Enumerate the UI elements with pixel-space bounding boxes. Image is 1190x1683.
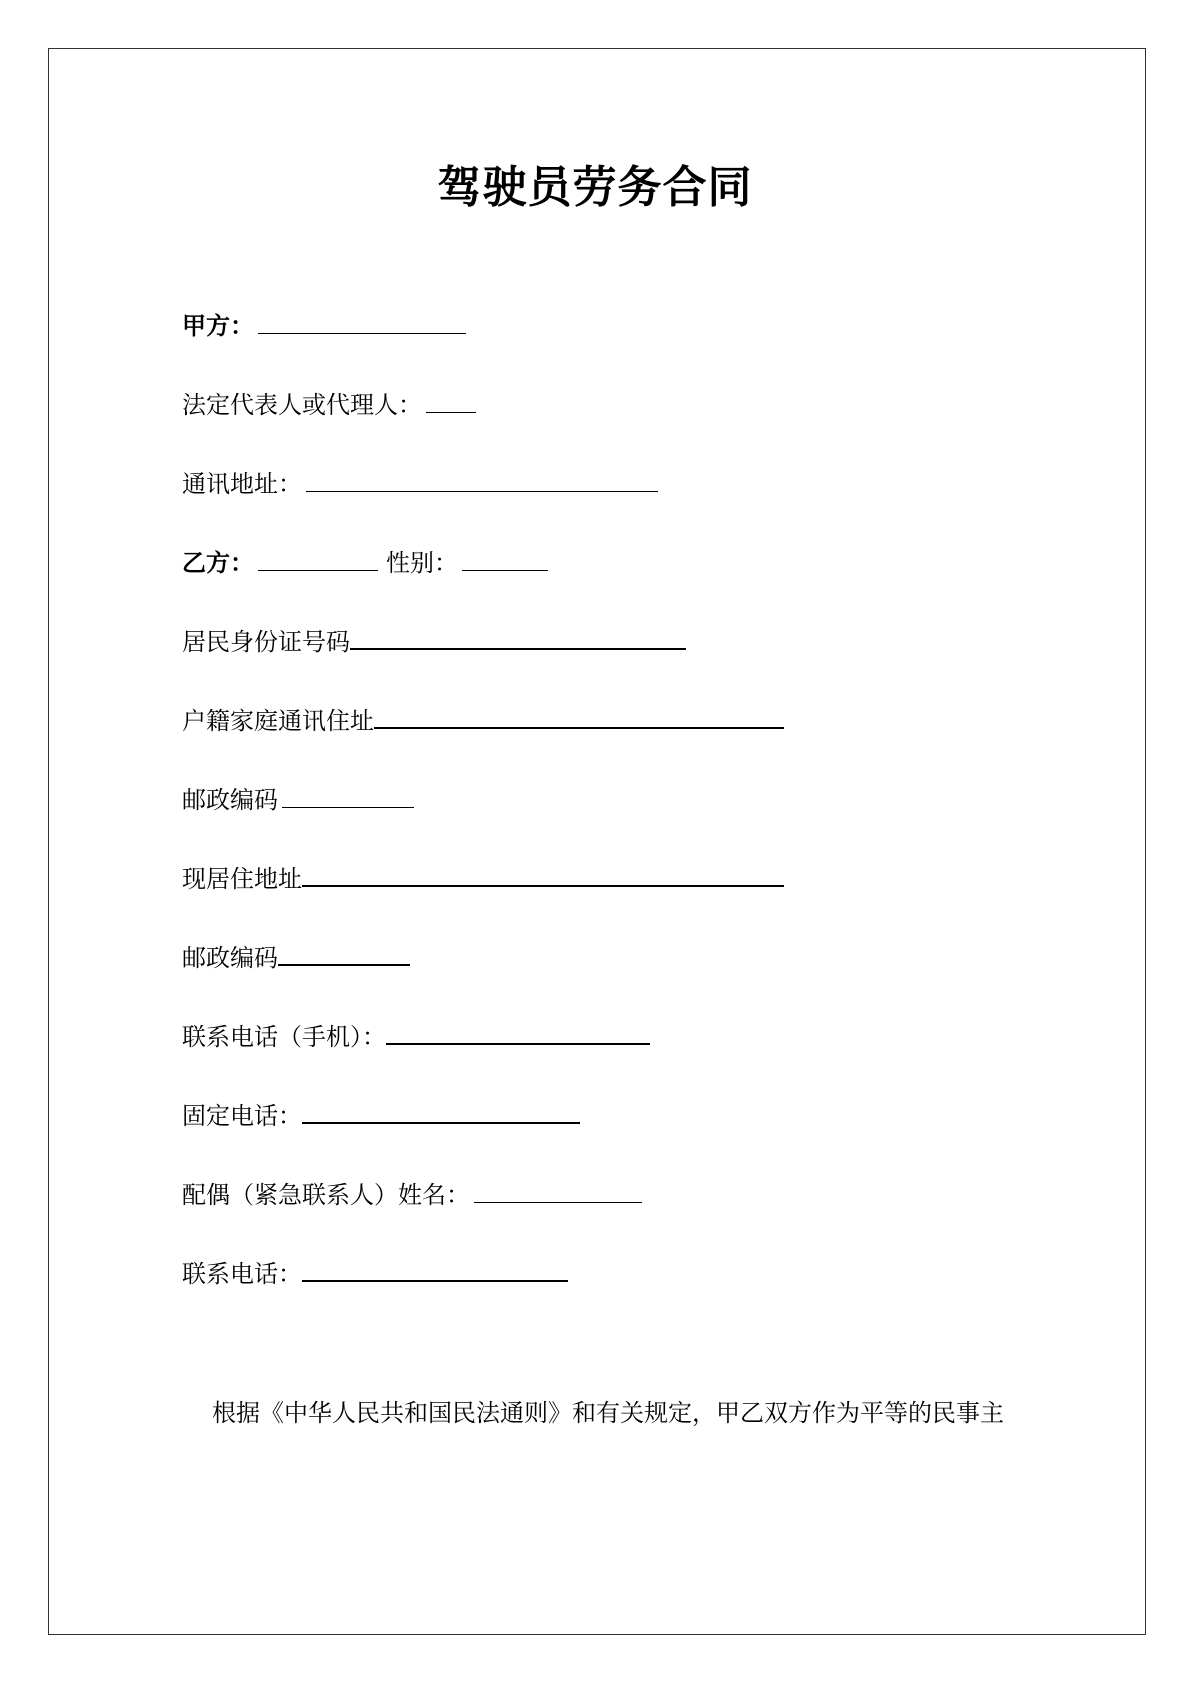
landline-blank[interactable]	[302, 1098, 580, 1124]
party-a-address-label: 通讯地址：	[182, 470, 302, 498]
current-address-label: 现居住地址	[182, 865, 302, 893]
intro-paragraph: 根据《中华人民共和国民法通则》和有关规定，甲乙双方作为平等的民事主	[212, 1399, 1004, 1427]
household-address-label: 户籍家庭通讯住址	[182, 707, 374, 735]
party-b-label: 乙方：	[182, 549, 254, 577]
postal-code-blank-2[interactable]	[278, 940, 410, 966]
id-number-blank[interactable]	[350, 624, 686, 650]
party-a-label: 甲方：	[182, 312, 254, 340]
gender-blank[interactable]	[462, 546, 548, 571]
party-a-address-row	[182, 466, 658, 502]
mobile-row	[182, 1019, 650, 1055]
landline-label: 固定电话：	[182, 1102, 302, 1130]
party-a-row	[182, 308, 466, 344]
postal-code-row-2	[182, 940, 410, 976]
postal-code-label-2: 邮政编码	[182, 944, 278, 972]
household-address-blank[interactable]	[374, 703, 784, 729]
contact-phone-blank[interactable]	[302, 1256, 568, 1282]
legal-rep-row	[182, 387, 476, 423]
party-a-blank[interactable]	[258, 309, 466, 334]
party-b-row	[182, 545, 548, 581]
postal-code-row-1	[182, 782, 414, 818]
gender-label: 性别：	[386, 549, 458, 577]
landline-row	[182, 1098, 580, 1134]
party-b-name-blank[interactable]	[258, 546, 378, 571]
postal-code-blank-1[interactable]	[282, 783, 414, 808]
contact-phone-label: 联系电话：	[182, 1260, 302, 1288]
spouse-blank[interactable]	[474, 1178, 642, 1203]
legal-rep-label: 法定代表人或代理人：	[182, 391, 422, 419]
spouse-row	[182, 1177, 642, 1213]
id-number-row	[182, 624, 686, 660]
party-a-address-blank[interactable]	[306, 467, 658, 492]
id-number-label: 居民身份证号码	[182, 628, 350, 656]
household-address-row	[182, 703, 784, 739]
spouse-label: 配偶（紧急联系人）姓名：	[182, 1181, 470, 1209]
postal-code-label-1: 邮政编码	[182, 786, 278, 814]
current-address-blank[interactable]	[302, 861, 784, 887]
mobile-blank[interactable]	[386, 1019, 650, 1045]
document-title: 驾驶员劳务合同	[437, 162, 753, 213]
mobile-label: 联系电话（手机）：	[182, 1023, 386, 1051]
contact-phone-row	[182, 1256, 568, 1292]
current-address-row	[182, 861, 784, 897]
legal-rep-blank[interactable]	[426, 388, 476, 413]
